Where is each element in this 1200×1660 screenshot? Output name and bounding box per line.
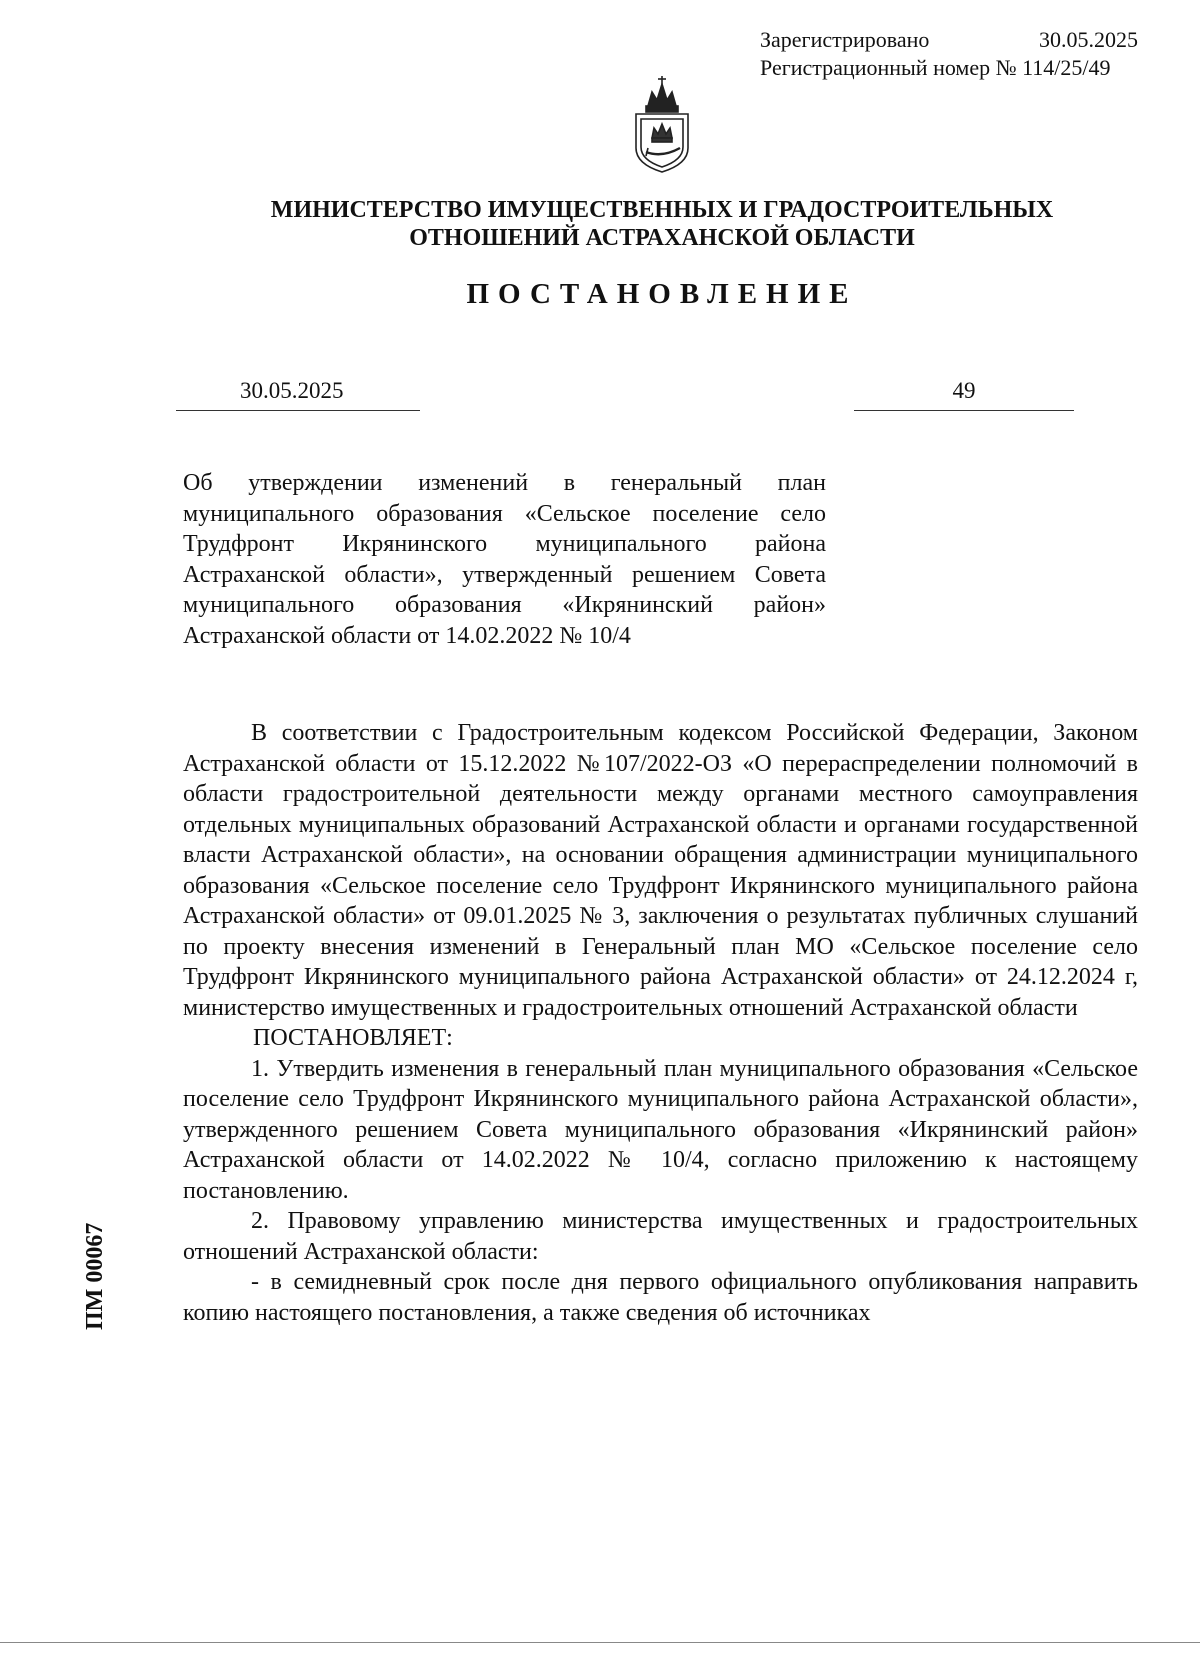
registration-number: Регистрационный номер № 114/25/49 bbox=[760, 55, 1111, 80]
item-2-subparagraph: - в семидневный срок после дня первого официального опубликования направить копию настоящего постановления, а также сведения об источниках bbox=[183, 1269, 1138, 1326]
item-1-paragraph: 1. Утвердить изменения в генеральный план муниципального образования «Сельское поселение село Трудфронт Икрянинского муниципального района Астраханской области», утвержденного решением Совета муниципального образования «Икрянинский район» Астраханской области от 14.02.2022 № 10/4, согласно приложению к настоящему постановлению. bbox=[183, 1055, 1138, 1204]
ministry-name bbox=[170, 196, 1154, 252]
registration-date: 30.05.2025 bbox=[1039, 27, 1138, 52]
registration-date-line bbox=[760, 26, 1138, 54]
side-registration-mark: ПМ 00067 bbox=[82, 1222, 108, 1330]
page-bottom-rule bbox=[0, 1642, 1200, 1643]
document-type-heading: ПОСТАНОВЛЕНИЕ bbox=[466, 278, 858, 310]
document-number: 49 bbox=[952, 378, 976, 403]
registration-number-line bbox=[760, 54, 1138, 82]
document-body bbox=[183, 718, 1138, 1328]
decree-word: ПОСТАНОВЛЯЕТ: bbox=[253, 1025, 453, 1051]
preamble-paragraph: В соответствии с Градостроительным кодексом Российской Федерации, Законом Астраханской области от 15.12.2022 №107/2022-ОЗ «О перераспределении полномочий в области градостроительной деятельности между органами местного самоуправления отдельных муниципальных образований Астраханской области и органами государственной власти Астраханской области», на основании обращения администрации муниципального образования «Сельское поселение село Трудфронт Икрянинского муниципального района Астраханской области» от 09.01.2025 № 3, заключения о результатах публичных слушаний по проекту внесения изменений в Генеральный план МО «Сельское поселение село Трудфронт Икрянинского муниципального района Астраханской области» от 24.12.2024 г, министерство имущественных и градостроительных отношений Астраханской области bbox=[183, 720, 1138, 1021]
document-date: 30.05.2025 bbox=[240, 378, 344, 403]
ministry-line-1: МИНИСТЕРСТВО ИМУЩЕСТВЕННЫХ И ГРАДОСТРОИТЕЛЬНЫХ bbox=[270, 197, 1054, 223]
astrakhan-coat-of-arms-icon bbox=[626, 72, 698, 176]
document-date-field bbox=[176, 376, 420, 411]
item-2-paragraph: 2. Правовому управлению министерства имущественных и градостроительных отношений Астраханской области: bbox=[183, 1208, 1138, 1265]
registration-stamp bbox=[760, 26, 1138, 82]
document-number-field bbox=[854, 376, 1074, 411]
registration-label: Зарегистрировано bbox=[760, 27, 930, 52]
document-title: Об утверждении изменений в генеральный план муниципального образования «Сельское поселение село Трудфронт Икрянинского муниципального района Астраханской области», утвержденный решением Совета муниципального образования «Икрянинский район» Астраханской области от 14.02.2022 № 10/4 bbox=[183, 470, 826, 649]
ministry-line-2: ОТНОШЕНИЙ АСТРАХАНСКОЙ ОБЛАСТИ bbox=[409, 225, 915, 251]
